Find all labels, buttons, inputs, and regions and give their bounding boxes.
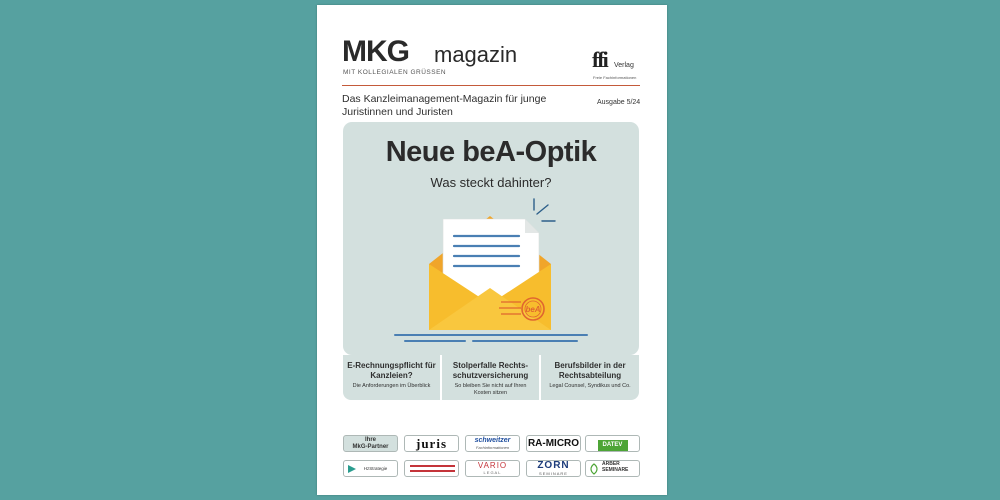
cover-hero [343,122,639,355]
svg-text:beA: beA [525,305,541,314]
play-icon [347,464,357,474]
cover-subtitle: Was steckt dahinter? [430,175,552,190]
teaser-title: Stolperfalle Rechtsschutzversicherung [452,361,529,380]
partner-ramicro-logo[interactable]: RA-MICRO [526,435,581,452]
partner-hf-logo[interactable]: HzStrategie [343,460,398,477]
partner-arber-logo[interactable]: ARBER SEMINARE [585,460,640,477]
spark-icon [534,199,555,221]
teaser-e-rechnung[interactable] [343,355,440,400]
partner-vario-logo[interactable]: VARIO LEGAL [465,460,520,477]
brand-slogan: MIT KOLLEGIALEN GRÜSSEN [343,69,447,76]
partner-zorn-logo[interactable]: ZORN SEMINARE [526,460,581,477]
teaser-row [343,355,639,401]
issue-number: Ausgabe 5/24 [597,99,641,106]
partner-juris-logo[interactable]: juris [404,435,459,452]
teaser-rechtsschutz[interactable] [442,355,539,400]
arber-icon [589,463,599,475]
teaser-text: Legal Counsel, Syndikus und Co. [549,383,631,389]
header-rule [342,85,640,86]
brand-magazin: magazin [434,42,518,67]
cover-title: Neue beA-Optik [385,136,597,168]
ffi-verlag: Verlag [614,62,634,69]
teaser-title: E-Rechnungspflicht für Kanzleien? [347,361,436,380]
ground-lines [395,335,587,341]
partner-datev-logo[interactable]: DATEV [585,435,640,452]
envelope-illustration [343,192,639,355]
teaser-text: Die Anforderungen im Überblick [352,383,431,389]
partner-heading: Ihre MkG-Partner [343,435,398,452]
teaser-title: Berufsbilder in der Rechtsabteilung [554,361,626,380]
ffi-logo: ffi [592,47,607,72]
teaser-berufsbilder[interactable] [541,355,639,400]
partner-logo-red[interactable] [404,460,459,477]
teaser-text: So bleiben Sie nicht auf Ihren Kosten sitzen [454,383,527,396]
magazine-cover[interactable] [317,5,667,495]
brand-mkg: MKG [342,35,409,68]
ffi-subtitle: Freie Fachinformationen [593,75,637,80]
partner-schweitzer-logo[interactable]: schweitzer Fachinformationen [465,435,520,452]
tagline: Das Kanzleimanagement-Magazin für junge Juristinnen und Juristen [342,93,547,118]
